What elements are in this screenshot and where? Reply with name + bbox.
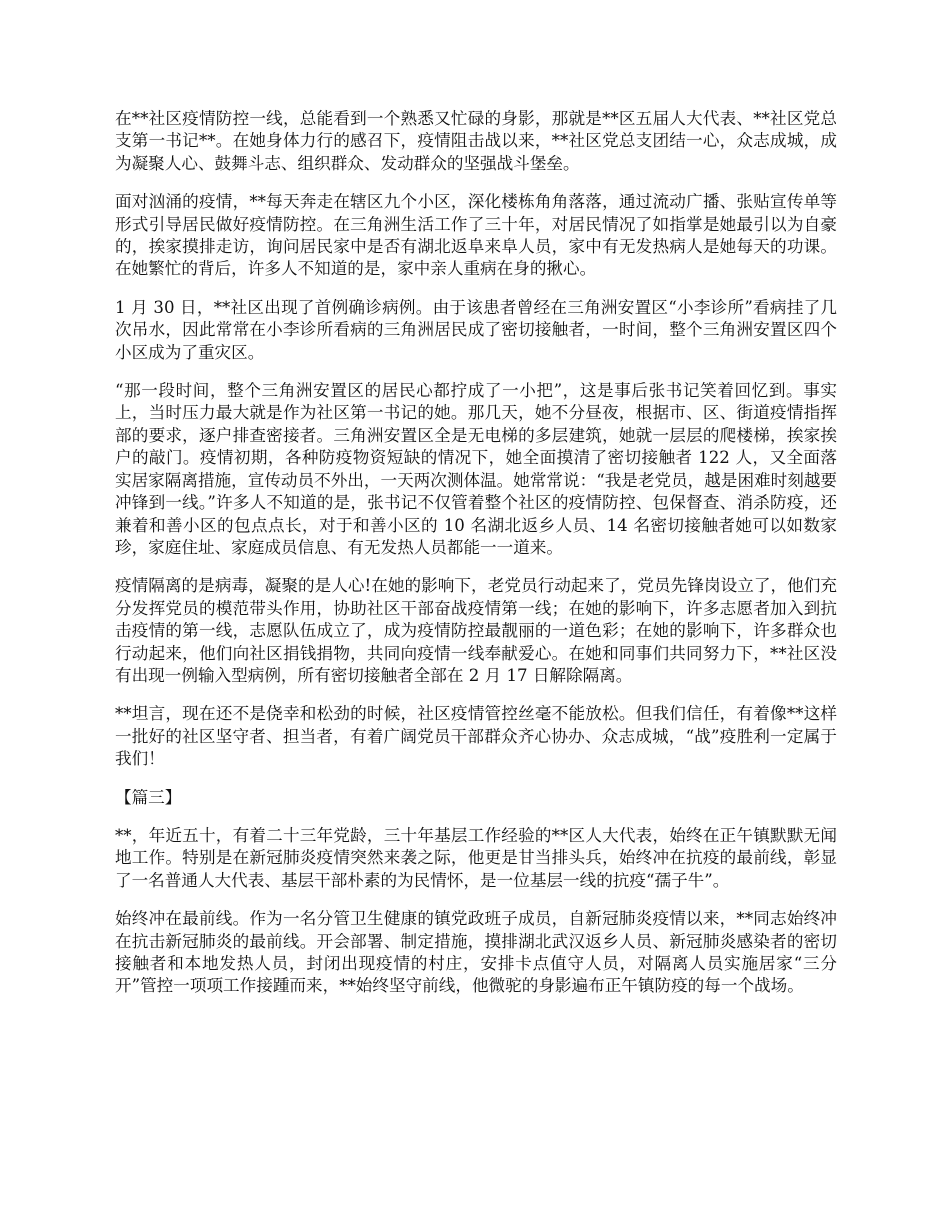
paragraph-6: **坦言，现在还不是侥幸和松劲的时候，社区疫情管控丝毫不能放松。但我们信任，有着像**这样一批好的社区坚守者、担当者，有着广阔党员干部群众齐心协办、众志成城，“战”疫胜利一定属于我们！ bbox=[115, 704, 837, 769]
paragraph-8: 始终冲在最前线。作为一名分管卫生健康的镇党政班子成员，自新冠肺炎疫情以来，**同志始终冲在抗击新冠肺炎的最前线。开会部署、制定措施，摸排湖北武汉返乡人员、新冠肺炎感染者的密切接触者和本地发热人员，封闭出现疫情的村庄，安排卡点值守人员，对隔离人员实施居家“三分开”管控一项项工作接踵而来，**始终坚守前线，他微驼的身影遍布正午镇防疫的每一个战场。 bbox=[115, 909, 837, 996]
paragraph-5: 疫情隔离的是病毒，凝聚的是人心!在她的影响下，老党员行动起来了，党员先锋岗设立了，他们充分发挥党员的模范带头作用，协助社区干部奋战疫情第一线；在她的影响下，许多志愿者加入到抗击疫情的第一线，志愿队伍成立了，成为疫情防控最靓丽的一道色彩；在她的影响下，许多群众也行动起来，他们向社区捐钱捐物，共同向疫情一线奉献爱心。在她和同事们共同努力下，**社区没有出现一例输入型病例，所有密切接触者全部在 2 月 17 日解除隔离。 bbox=[115, 576, 837, 685]
section-heading: 【篇三】 bbox=[115, 787, 182, 807]
paragraph-7: **，年近五十，有着二十三年党龄，三十年基层工作经验的**区人大代表，始终在正午镇默默无闻地工作。特别是在新冠肺炎疫情突然来袭之际，他更是甘当排头兵，始终冲在抗疫的最前线，彰显了一名普通人大代表、基层干部朴素的为民情怀，是一位基层一线的抗疫“孺子牛”。 bbox=[115, 825, 837, 890]
paragraph-2: 面对汹涌的疫情，**每天奔走在辖区九个小区，深化楼栋角角落落，通过流动广播、张贴宣传单等形式引导居民做好疫情防控。在三角洲生活工作了三十年，对居民情况了如指掌是她最引以为自豪的，挨家摸排走访，询问居民家中是否有湖北返阜来阜人员，家中有无发热病人是她每天的功课。在她繁忙的背后，许多人不知道的是，家中亲人重病在身的揪心。 bbox=[115, 192, 837, 279]
paragraph-1: 在**社区疫情防控一线，总能看到一个熟悉又忙碌的身影，那就是**区五届人大代表、**社区党总支第一书记**。在她身体力行的感召下，疫情阻击战以来，**社区党总支团结一心，众志成城，成为凝聚人心、鼓舞斗志、组织群众、发动群众的坚强战斗堡垒。 bbox=[115, 109, 837, 173]
document-body bbox=[115, 108, 837, 1014]
paragraph-3: 1 月 30 日，**社区出现了首例确诊病例。由于该患者曾经在三角洲安置区“小李诊所”看病挂了几次吊水，因此常常在小李诊所看病的三角洲居民成了密切接触者，一时间，整个三角洲安置区四个小区成为了重灾区。 bbox=[115, 297, 837, 362]
paragraph-4: “那一段时间，整个三角洲安置区的居民心都拧成了一小把”，这是事后张书记笑着回忆到。事实上，当时压力最大就是作为社区第一书记的她。那几天，她不分昼夜，根据市、区、街道疫情指挥部的要求，逐户排查密接者。三角洲安置区全是无电梯的多层建筑，她就一层层的爬楼梯，挨家挨户的敲门。疫情初期，各种防疫物资短缺的情况下，她全面摸清了密切接触者 122 人，又全面落实居家隔离措施，宣传动员不外出，一天两次测体温。她常常说：“我是老党员，越是困难时刻越要冲锋到一线。”许多人不知道的是，张书记不仅管着整个社区的疫情防控、包保督查、消杀防疫，还兼着和善小区的包点点长，对于和善小区的 10 名湖北返乡人员、14 名密切接触者她可以如数家珍，家庭住址、家庭成员信息、有无发热人员都能一一道来。 bbox=[115, 381, 838, 557]
